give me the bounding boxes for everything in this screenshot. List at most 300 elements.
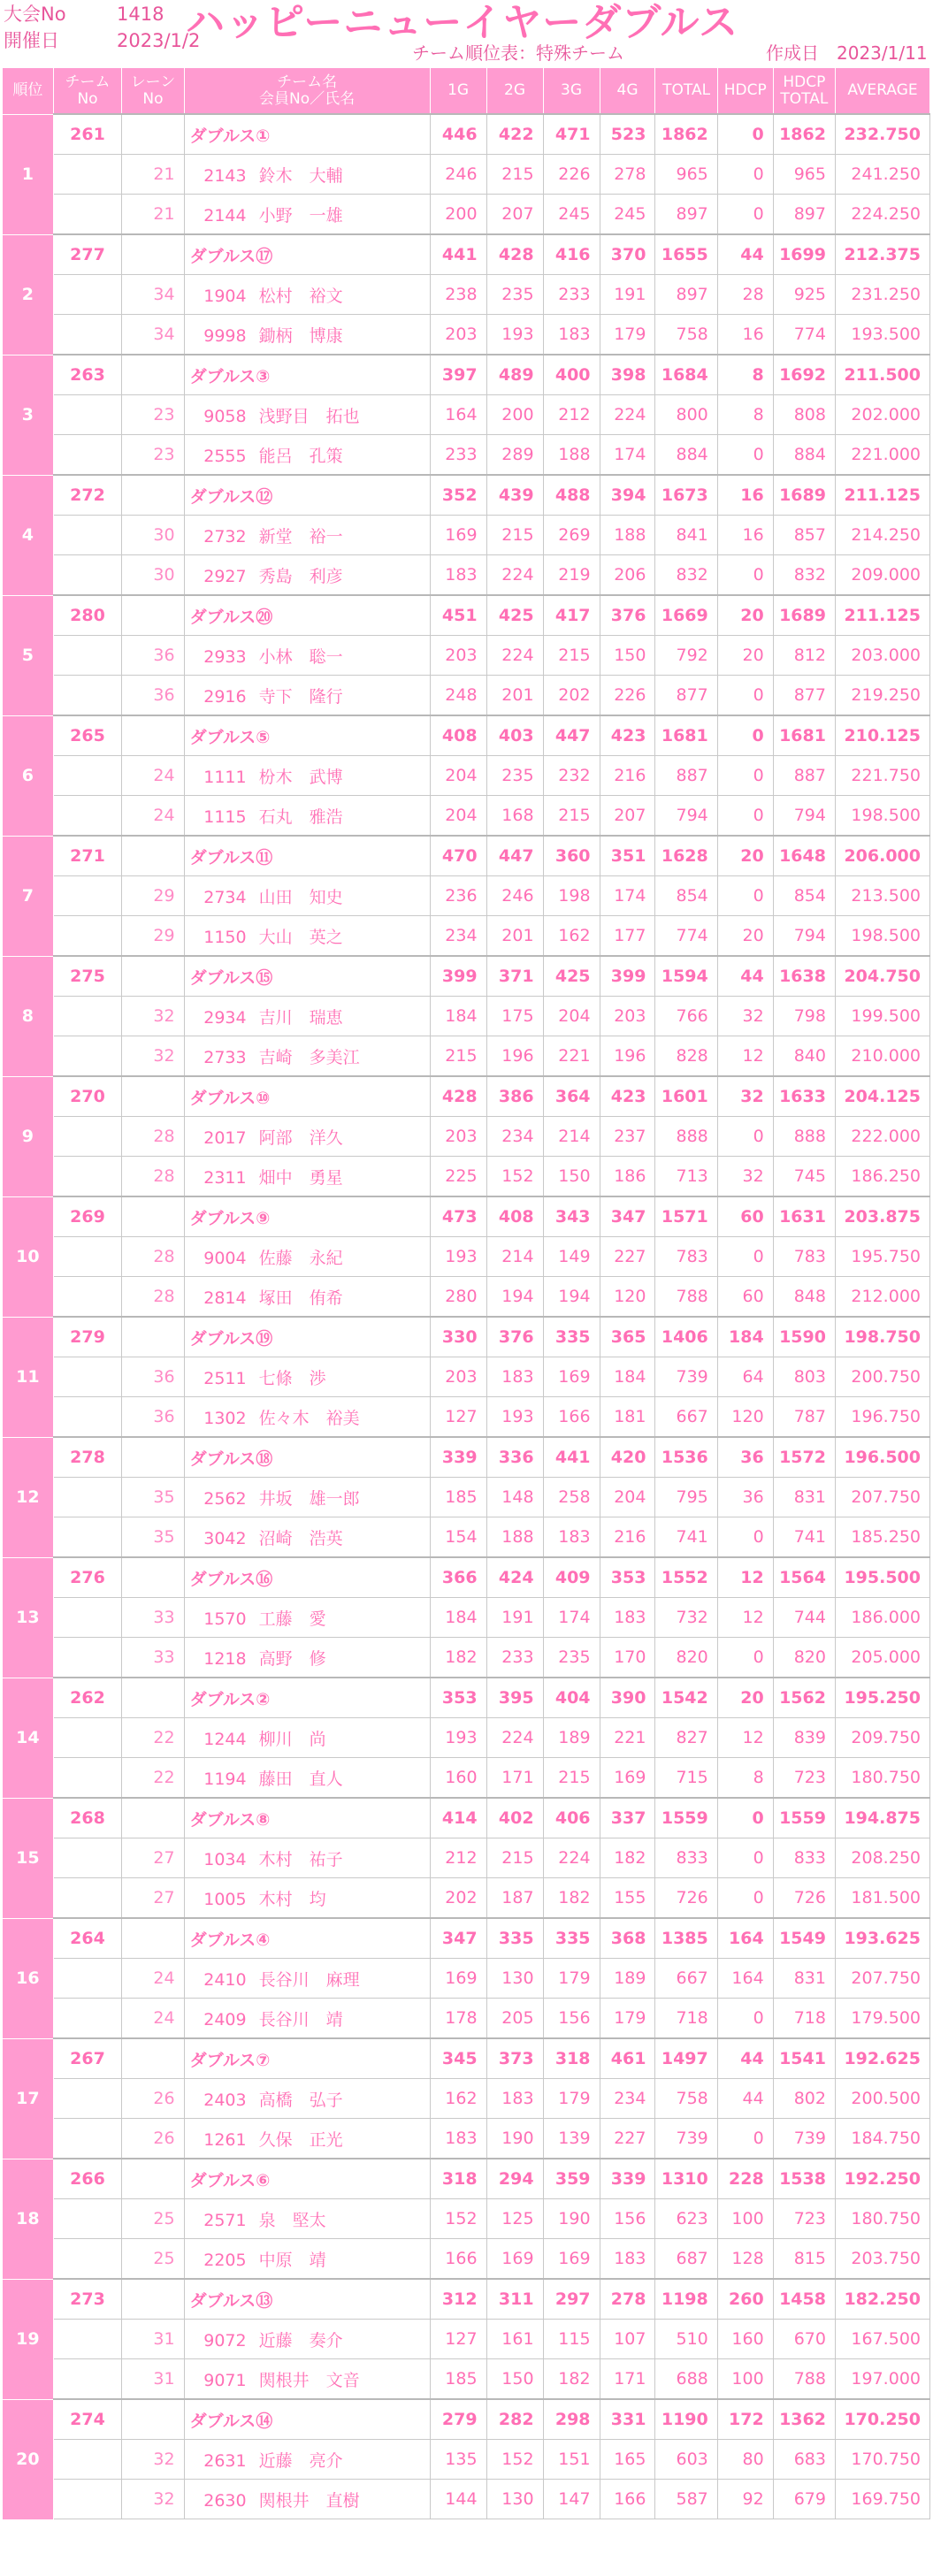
score-g4: 347 (600, 1196, 655, 1237)
member-no: 1034 (203, 1849, 247, 1869)
team-no-cell (53, 435, 122, 476)
member-cell (184, 1036, 430, 1077)
team-name-cell: ダブルス⑨ (184, 1196, 430, 1237)
member-cell (184, 315, 430, 355)
member-no: 2555 (203, 446, 247, 466)
score-g1: 200 (430, 195, 486, 235)
member-row (3, 1598, 930, 1638)
score-total: 688 (655, 2359, 717, 2400)
score-total: 828 (655, 1036, 717, 1077)
score-hdcp: 16 (717, 315, 773, 355)
score-g3: 400 (543, 355, 600, 395)
score-g3: 297 (543, 2279, 600, 2320)
member-no: 1244 (203, 1729, 247, 1749)
member-no: 1111 (203, 767, 247, 787)
score-avg: 211.500 (835, 355, 929, 395)
score-hdcp: 0 (717, 756, 773, 796)
lane-cell: 22 (122, 1758, 184, 1799)
lane-cell (122, 355, 184, 395)
score-g3: 169 (543, 2239, 600, 2280)
score-avg: 169.750 (835, 2480, 929, 2519)
member-no: 2144 (203, 205, 247, 225)
score-hdcp-total: 840 (773, 1036, 835, 1077)
member-cell (184, 1397, 430, 1438)
score-g2: 130 (486, 2480, 543, 2519)
score-avg: 180.750 (835, 2199, 929, 2239)
score-g2: 215 (486, 155, 543, 195)
score-g1: 212 (430, 1838, 486, 1878)
score-total: 1655 (655, 234, 717, 275)
score-total: 1601 (655, 1076, 717, 1117)
page-title: ハッピーニューイヤーダブルス (186, 0, 739, 45)
team-row (3, 475, 930, 516)
score-hdcp: 20 (717, 595, 773, 636)
member-name: 小林 聡一 (258, 646, 343, 667)
member-cell (184, 1157, 430, 1197)
score-g2: 376 (486, 1317, 543, 1357)
score-hdcp-total: 1648 (773, 836, 835, 876)
score-avg: 198.500 (835, 796, 929, 837)
col-team-name: チーム名 会員No／氏名 (184, 68, 430, 115)
score-avg: 207.750 (835, 1478, 929, 1517)
score-avg: 204.125 (835, 1076, 929, 1117)
score-g2: 169 (486, 2239, 543, 2280)
team-name-cell: ダブルス⑫ (184, 475, 430, 516)
score-g3: 235 (543, 1638, 600, 1678)
table-body (3, 114, 930, 2519)
team-no-cell (53, 1277, 122, 1318)
score-total: 794 (655, 796, 717, 837)
score-g3: 416 (543, 234, 600, 275)
score-g1: 135 (430, 2440, 486, 2480)
score-avg: 180.750 (835, 1758, 929, 1799)
team-name-cell: ダブルス⑦ (184, 2038, 430, 2079)
score-g3: 488 (543, 475, 600, 516)
score-total: 1628 (655, 836, 717, 876)
score-avg: 232.750 (835, 114, 929, 155)
member-row (3, 275, 930, 315)
score-g2: 403 (486, 715, 543, 756)
score-hdcp-total: 832 (773, 555, 835, 596)
team-no-cell (53, 1517, 122, 1558)
score-g2: 408 (486, 1196, 543, 1237)
score-avg: 186.000 (835, 1598, 929, 1638)
score-g3: 151 (543, 2440, 600, 2480)
score-hdcp-total: 820 (773, 1638, 835, 1678)
score-g4: 351 (600, 836, 655, 876)
member-no: 2205 (203, 2250, 247, 2270)
score-avg: 222.000 (835, 1117, 929, 1157)
col-average: AVERAGE (835, 68, 929, 115)
score-g4: 216 (600, 1517, 655, 1558)
member-name: 関根井 文音 (258, 2370, 360, 2390)
score-avg: 207.750 (835, 1959, 929, 1999)
score-hdcp-total: 808 (773, 395, 835, 435)
team-no-cell: 262 (53, 1678, 122, 1718)
lane-cell: 31 (122, 2320, 184, 2359)
team-no-cell (53, 195, 122, 235)
team-no-cell (53, 2199, 122, 2239)
score-g2: 336 (486, 1437, 543, 1478)
team-name-cell: ダブルス② (184, 1678, 430, 1718)
member-no: 1570 (203, 1609, 247, 1629)
score-g4: 278 (600, 155, 655, 195)
score-total: 739 (655, 1357, 717, 1397)
score-g4: 206 (600, 555, 655, 596)
score-avg: 192.625 (835, 2038, 929, 2079)
score-hdcp-total: 812 (773, 636, 835, 676)
lane-cell: 34 (122, 315, 184, 355)
member-row (3, 1357, 930, 1397)
score-g1: 473 (430, 1196, 486, 1237)
score-g4: 196 (600, 1036, 655, 1077)
score-g3: 182 (543, 1878, 600, 1919)
member-name: 塚田 侑希 (258, 1288, 343, 1308)
team-no-cell (53, 1478, 122, 1517)
team-no-cell (53, 2359, 122, 2400)
score-total: 741 (655, 1517, 717, 1558)
score-total: 877 (655, 676, 717, 716)
col-hdcp: HDCP (717, 68, 773, 115)
score-g3: 409 (543, 1557, 600, 1598)
score-hdcp-total: 1458 (773, 2279, 835, 2320)
score-g1: 203 (430, 1357, 486, 1397)
score-hdcp-total: 798 (773, 997, 835, 1036)
team-row (3, 2159, 930, 2199)
member-cell (184, 1838, 430, 1878)
score-g4: 278 (600, 2279, 655, 2320)
score-hdcp: 228 (717, 2159, 773, 2199)
rank-cell: 20 (3, 2399, 54, 2519)
member-cell (184, 916, 430, 957)
score-g4: 186 (600, 1157, 655, 1197)
team-row (3, 1557, 930, 1598)
team-no-cell (53, 2239, 122, 2280)
score-g3: 359 (543, 2159, 600, 2199)
score-g3: 232 (543, 756, 600, 796)
score-g2: 175 (486, 997, 543, 1036)
rank-cell: 2 (3, 234, 54, 355)
score-hdcp-total: 1631 (773, 1196, 835, 1237)
member-no: 1194 (203, 1769, 247, 1789)
member-cell (184, 275, 430, 315)
score-g4: 155 (600, 1878, 655, 1919)
score-g4: 166 (600, 2480, 655, 2519)
score-g2: 235 (486, 756, 543, 796)
col-g2: 2G (486, 68, 543, 115)
score-hdcp: 0 (717, 1237, 773, 1277)
team-row (3, 1437, 930, 1478)
member-row (3, 435, 930, 476)
score-g2: 207 (486, 195, 543, 235)
rank-cell: 13 (3, 1557, 54, 1678)
team-name-cell: ダブルス③ (184, 355, 430, 395)
score-g3: 360 (543, 836, 600, 876)
score-g2: 187 (486, 1878, 543, 1919)
lane-cell: 36 (122, 1397, 184, 1438)
score-hdcp: 0 (717, 1999, 773, 2039)
member-row (3, 997, 930, 1036)
lane-cell: 34 (122, 275, 184, 315)
member-name: 鋤柄 博康 (258, 325, 343, 346)
score-hdcp: 0 (717, 1838, 773, 1878)
score-hdcp: 0 (717, 114, 773, 155)
score-avg: 194.875 (835, 1798, 929, 1838)
lane-cell (122, 1798, 184, 1838)
score-hdcp-total: 788 (773, 2359, 835, 2400)
member-name: 久保 正光 (258, 2129, 343, 2150)
score-hdcp: 36 (717, 1437, 773, 1478)
score-g3: 179 (543, 1959, 600, 1999)
score-hdcp: 32 (717, 1157, 773, 1197)
member-no: 2814 (203, 1288, 247, 1308)
member-name: 松村 裕文 (258, 286, 343, 306)
score-avg: 195.500 (835, 1557, 929, 1598)
member-name: 山田 知史 (258, 887, 343, 907)
score-g3: 245 (543, 195, 600, 235)
score-hdcp: 0 (717, 1638, 773, 1678)
member-cell (184, 1237, 430, 1277)
team-no-cell (53, 1237, 122, 1277)
lane-cell: 24 (122, 796, 184, 837)
score-hdcp-total: 744 (773, 1598, 835, 1638)
score-total: 783 (655, 1237, 717, 1277)
score-g2: 201 (486, 676, 543, 716)
score-g4: 184 (600, 1357, 655, 1397)
team-no-cell (53, 676, 122, 716)
score-total: 1190 (655, 2399, 717, 2440)
team-no-cell: 264 (53, 1918, 122, 1959)
member-name: 吉崎 多美江 (258, 1047, 360, 1067)
score-avg: 204.750 (835, 956, 929, 997)
event-no-label: 大会No (4, 4, 66, 25)
score-avg: 203.875 (835, 1196, 929, 1237)
member-row (3, 796, 930, 837)
lane-cell (122, 956, 184, 997)
score-avg: 212.000 (835, 1277, 929, 1318)
score-avg: 206.000 (835, 836, 929, 876)
score-g4: 183 (600, 2239, 655, 2280)
member-row (3, 2079, 930, 2119)
team-no-cell: 277 (53, 234, 122, 275)
score-g1: 248 (430, 676, 486, 716)
member-cell (184, 1718, 430, 1758)
score-hdcp: 16 (717, 475, 773, 516)
score-g4: 177 (600, 916, 655, 957)
score-avg: 200.500 (835, 2079, 929, 2119)
score-g1: 183 (430, 2119, 486, 2159)
member-name: 寺下 隆行 (258, 686, 343, 707)
lane-cell: 31 (122, 2359, 184, 2400)
score-avg: 170.750 (835, 2440, 929, 2480)
score-total: 1536 (655, 1437, 717, 1478)
team-name-cell: ダブルス④ (184, 1918, 430, 1959)
score-hdcp-total: 774 (773, 315, 835, 355)
team-no-cell (53, 2480, 122, 2519)
member-cell (184, 876, 430, 916)
date-label: 開催日 (4, 30, 59, 51)
member-cell (184, 1878, 430, 1919)
score-g4: 420 (600, 1437, 655, 1478)
score-g2: 439 (486, 475, 543, 516)
score-total: 832 (655, 555, 717, 596)
table-header-row (3, 68, 930, 115)
member-cell (184, 2440, 430, 2480)
team-row (3, 2399, 930, 2440)
score-g1: 162 (430, 2079, 486, 2119)
lane-cell: 32 (122, 2440, 184, 2480)
member-row (3, 2359, 930, 2400)
score-total: 1542 (655, 1678, 717, 1718)
score-g2: 224 (486, 636, 543, 676)
score-hdcp: 8 (717, 395, 773, 435)
score-g3: 174 (543, 1598, 600, 1638)
member-cell (184, 796, 430, 837)
lane-cell (122, 1678, 184, 1718)
member-no: 2630 (203, 2490, 247, 2511)
score-g2: 311 (486, 2279, 543, 2320)
score-hdcp: 0 (717, 435, 773, 476)
member-no: 2311 (203, 1167, 247, 1188)
team-row (3, 715, 930, 756)
score-hdcp-total: 1638 (773, 956, 835, 997)
member-name: 鈴木 大輔 (258, 165, 343, 186)
score-g1: 225 (430, 1157, 486, 1197)
member-row (3, 1036, 930, 1077)
member-cell (184, 1478, 430, 1517)
score-hdcp: 60 (717, 1277, 773, 1318)
team-row (3, 836, 930, 876)
score-g2: 191 (486, 1598, 543, 1638)
score-hdcp: 80 (717, 2440, 773, 2480)
score-g4: 394 (600, 475, 655, 516)
lane-cell: 30 (122, 555, 184, 596)
score-avg: 193.500 (835, 315, 929, 355)
team-no-cell (53, 1878, 122, 1919)
score-hdcp: 184 (717, 1317, 773, 1357)
score-total: 884 (655, 435, 717, 476)
lane-cell (122, 1317, 184, 1357)
score-hdcp: 8 (717, 1758, 773, 1799)
score-g2: 233 (486, 1638, 543, 1678)
score-total: 1310 (655, 2159, 717, 2199)
score-g1: 414 (430, 1798, 486, 1838)
score-g2: 489 (486, 355, 543, 395)
score-total: 732 (655, 1598, 717, 1638)
member-row (3, 636, 930, 676)
score-g3: 447 (543, 715, 600, 756)
score-g4: 207 (600, 796, 655, 837)
score-g4: 156 (600, 2199, 655, 2239)
score-g3: 149 (543, 1237, 600, 1277)
score-hdcp: 44 (717, 2038, 773, 2079)
score-hdcp: 32 (717, 997, 773, 1036)
member-cell (184, 997, 430, 1036)
score-hdcp-total: 741 (773, 1517, 835, 1558)
team-name-cell: ダブルス⑲ (184, 1317, 430, 1357)
score-g4: 237 (600, 1117, 655, 1157)
table-label: チーム順位表：特殊チーム (412, 42, 624, 64)
score-g3: 269 (543, 516, 600, 555)
team-name-cell: ダブルス⑰ (184, 234, 430, 275)
score-hdcp: 0 (717, 2119, 773, 2159)
score-avg: 170.250 (835, 2399, 929, 2440)
score-g3: 221 (543, 1036, 600, 1077)
score-g1: 203 (430, 315, 486, 355)
score-g3: 298 (543, 2399, 600, 2440)
score-g1: 204 (430, 796, 486, 837)
lane-cell (122, 715, 184, 756)
member-no: 2143 (203, 165, 247, 186)
score-total: 510 (655, 2320, 717, 2359)
member-name: 近藤 亮介 (258, 2450, 343, 2471)
score-g3: 162 (543, 916, 600, 957)
score-g1: 166 (430, 2239, 486, 2280)
score-g1: 182 (430, 1638, 486, 1678)
lane-cell: 27 (122, 1838, 184, 1878)
score-g1: 215 (430, 1036, 486, 1077)
score-hdcp-total: 723 (773, 2199, 835, 2239)
score-total: 897 (655, 195, 717, 235)
score-hdcp-total: 787 (773, 1397, 835, 1438)
member-row (3, 1878, 930, 1919)
member-no: 1261 (203, 2129, 247, 2150)
score-g4: 171 (600, 2359, 655, 2400)
score-g2: 205 (486, 1999, 543, 2039)
member-no: 2017 (203, 1127, 247, 1148)
lane-cell: 30 (122, 516, 184, 555)
score-g1: 428 (430, 1076, 486, 1117)
score-hdcp: 164 (717, 1959, 773, 1999)
member-cell (184, 555, 430, 596)
score-g1: 280 (430, 1277, 486, 1318)
score-avg: 224.250 (835, 195, 929, 235)
member-row (3, 916, 930, 957)
member-name: 長谷川 麻理 (258, 1969, 360, 1990)
member-cell (184, 2119, 430, 2159)
team-row (3, 2279, 930, 2320)
lane-cell: 24 (122, 1959, 184, 1999)
score-hdcp-total: 884 (773, 435, 835, 476)
team-no-cell: 274 (53, 2399, 122, 2440)
score-total: 1594 (655, 956, 717, 997)
score-g2: 193 (486, 315, 543, 355)
score-g1: 234 (430, 916, 486, 957)
member-name: 新堂 裕一 (258, 526, 343, 547)
rank-cell: 7 (3, 836, 54, 956)
member-cell (184, 1999, 430, 2039)
score-total: 965 (655, 155, 717, 195)
member-name: 浅野目 拓也 (258, 406, 360, 426)
score-g4: 337 (600, 1798, 655, 1838)
lane-cell (122, 1918, 184, 1959)
score-g3: 214 (543, 1117, 600, 1157)
member-name: 佐藤 永紀 (258, 1248, 343, 1268)
team-row (3, 1317, 930, 1357)
team-no-cell: 267 (53, 2038, 122, 2079)
score-hdcp-total: 1572 (773, 1437, 835, 1478)
rank-cell: 6 (3, 715, 54, 836)
score-hdcp: 260 (717, 2279, 773, 2320)
lane-cell: 26 (122, 2119, 184, 2159)
lane-cell (122, 595, 184, 636)
team-no-cell (53, 155, 122, 195)
score-g3: 147 (543, 2480, 600, 2519)
score-g2: 188 (486, 1517, 543, 1558)
score-avg: 186.250 (835, 1157, 929, 1197)
lane-cell: 21 (122, 155, 184, 195)
score-hdcp: 12 (717, 1557, 773, 1598)
